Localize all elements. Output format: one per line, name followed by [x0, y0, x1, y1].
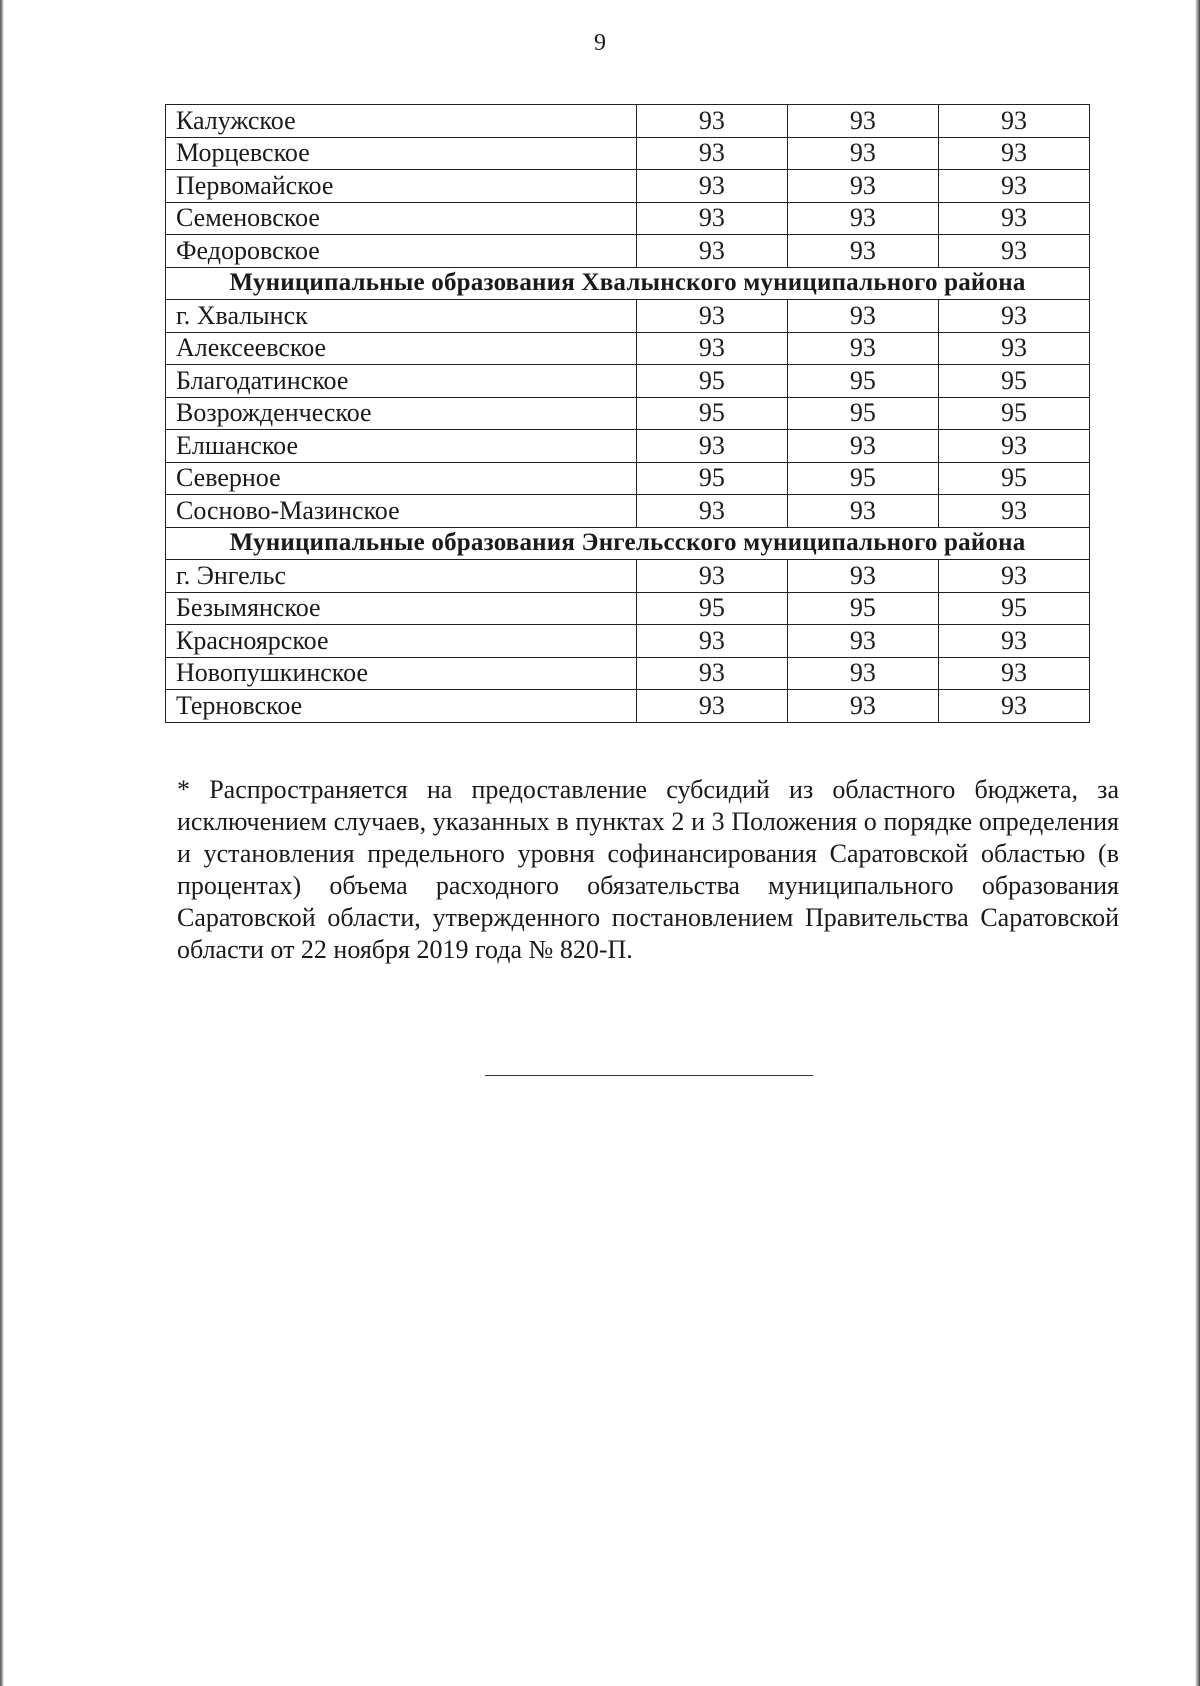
cofinancing-table	[165, 104, 1090, 723]
section-row	[166, 267, 1090, 300]
value-cell: 95	[787, 365, 938, 398]
value-cell: 93	[636, 170, 787, 203]
value-cell: 95	[636, 592, 787, 625]
municipality-name: Новопушкинское	[166, 657, 637, 690]
value-cell: 95	[636, 365, 787, 398]
table-row	[166, 397, 1090, 430]
value-cell: 93	[636, 495, 787, 528]
table-row	[166, 690, 1090, 723]
value-cell: 93	[787, 202, 938, 235]
municipality-name: Морцевское	[166, 137, 637, 170]
value-cell: 95	[636, 397, 787, 430]
value-cell: 93	[938, 690, 1089, 723]
value-cell: 95	[938, 397, 1089, 430]
value-cell: 93	[636, 105, 787, 138]
municipality-name: Семеновское	[166, 202, 637, 235]
section-row	[166, 527, 1090, 560]
value-cell: 93	[636, 202, 787, 235]
table-row	[166, 235, 1090, 268]
table-row	[166, 137, 1090, 170]
value-cell: 93	[787, 235, 938, 268]
value-cell: 93	[636, 137, 787, 170]
value-cell: 93	[787, 690, 938, 723]
municipality-name: Благодатинское	[166, 365, 637, 398]
table-row	[166, 300, 1090, 333]
value-cell: 93	[636, 625, 787, 658]
section-heading: Муниципальные образования Энгельсского муниципального района	[166, 527, 1090, 560]
value-cell: 93	[636, 300, 787, 333]
municipality-name: Северное	[166, 462, 637, 495]
municipality-name: Калужское	[166, 105, 637, 138]
table-row	[166, 430, 1090, 463]
value-cell: 93	[636, 235, 787, 268]
municipality-name: Федоровское	[166, 235, 637, 268]
value-cell: 95	[938, 365, 1089, 398]
municipality-name: Красноярское	[166, 625, 637, 658]
value-cell: 93	[938, 625, 1089, 658]
value-cell: 93	[938, 560, 1089, 593]
value-cell: 95	[787, 592, 938, 625]
value-cell: 93	[636, 560, 787, 593]
municipality-name: Первомайское	[166, 170, 637, 203]
value-cell: 93	[636, 430, 787, 463]
table-row	[166, 105, 1090, 138]
value-cell: 93	[787, 170, 938, 203]
municipality-name: Возрожденческое	[166, 397, 637, 430]
value-cell: 95	[787, 397, 938, 430]
value-cell: 93	[787, 137, 938, 170]
value-cell: 93	[636, 332, 787, 365]
table-row	[166, 657, 1090, 690]
value-cell: 93	[787, 430, 938, 463]
municipality-name: Сосново-Мазинское	[166, 495, 637, 528]
municipality-name: г. Хвалынск	[166, 300, 637, 333]
value-cell: 93	[938, 495, 1089, 528]
table-body	[166, 105, 1090, 723]
value-cell: 93	[787, 560, 938, 593]
value-cell: 93	[938, 235, 1089, 268]
value-cell: 95	[636, 462, 787, 495]
table-row	[166, 332, 1090, 365]
value-cell: 93	[636, 657, 787, 690]
municipality-name: Елшанское	[166, 430, 637, 463]
table-row	[166, 202, 1090, 235]
end-separator-line	[485, 1075, 813, 1076]
footnote: * Распространяется на предоставление субсидий из областного бюджета, за исключением случаев, указанных в пунктах 2 и 3 Положения о порядке определения и установления предельного уровня софинансирования Саратовской областью (в процентах) объема расходного обязательства муниципального образования Саратовской области, утвержденного постановлением Правительства Саратовской области от 22 ноября 2019 года № 820-П.	[177, 775, 1119, 964]
scan-edge-left	[0, 0, 4, 1686]
municipality-name: Безымянское	[166, 592, 637, 625]
table-row	[166, 560, 1090, 593]
section-heading: Муниципальные образования Хвалынского муниципального района	[166, 267, 1090, 300]
table-row	[166, 462, 1090, 495]
value-cell: 93	[636, 690, 787, 723]
value-cell: 93	[938, 137, 1089, 170]
value-cell: 93	[938, 300, 1089, 333]
scan-edge-right	[1195, 0, 1200, 1686]
value-cell: 93	[938, 657, 1089, 690]
municipality-name: г. Энгельс	[166, 560, 637, 593]
value-cell: 93	[787, 625, 938, 658]
table-row	[166, 495, 1090, 528]
value-cell: 93	[787, 657, 938, 690]
value-cell: 93	[787, 105, 938, 138]
value-cell: 93	[787, 332, 938, 365]
municipality-name: Терновское	[166, 690, 637, 723]
value-cell: 95	[787, 462, 938, 495]
value-cell: 93	[787, 495, 938, 528]
table-row	[166, 625, 1090, 658]
value-cell: 95	[938, 592, 1089, 625]
table-row	[166, 170, 1090, 203]
value-cell: 93	[787, 300, 938, 333]
value-cell: 93	[938, 202, 1089, 235]
value-cell: 93	[938, 430, 1089, 463]
value-cell: 93	[938, 332, 1089, 365]
municipality-name: Алексеевское	[166, 332, 637, 365]
value-cell: 93	[938, 105, 1089, 138]
value-cell: 93	[938, 170, 1089, 203]
table-row	[166, 592, 1090, 625]
page-number: 9	[594, 30, 606, 56]
value-cell: 95	[938, 462, 1089, 495]
table-row	[166, 365, 1090, 398]
